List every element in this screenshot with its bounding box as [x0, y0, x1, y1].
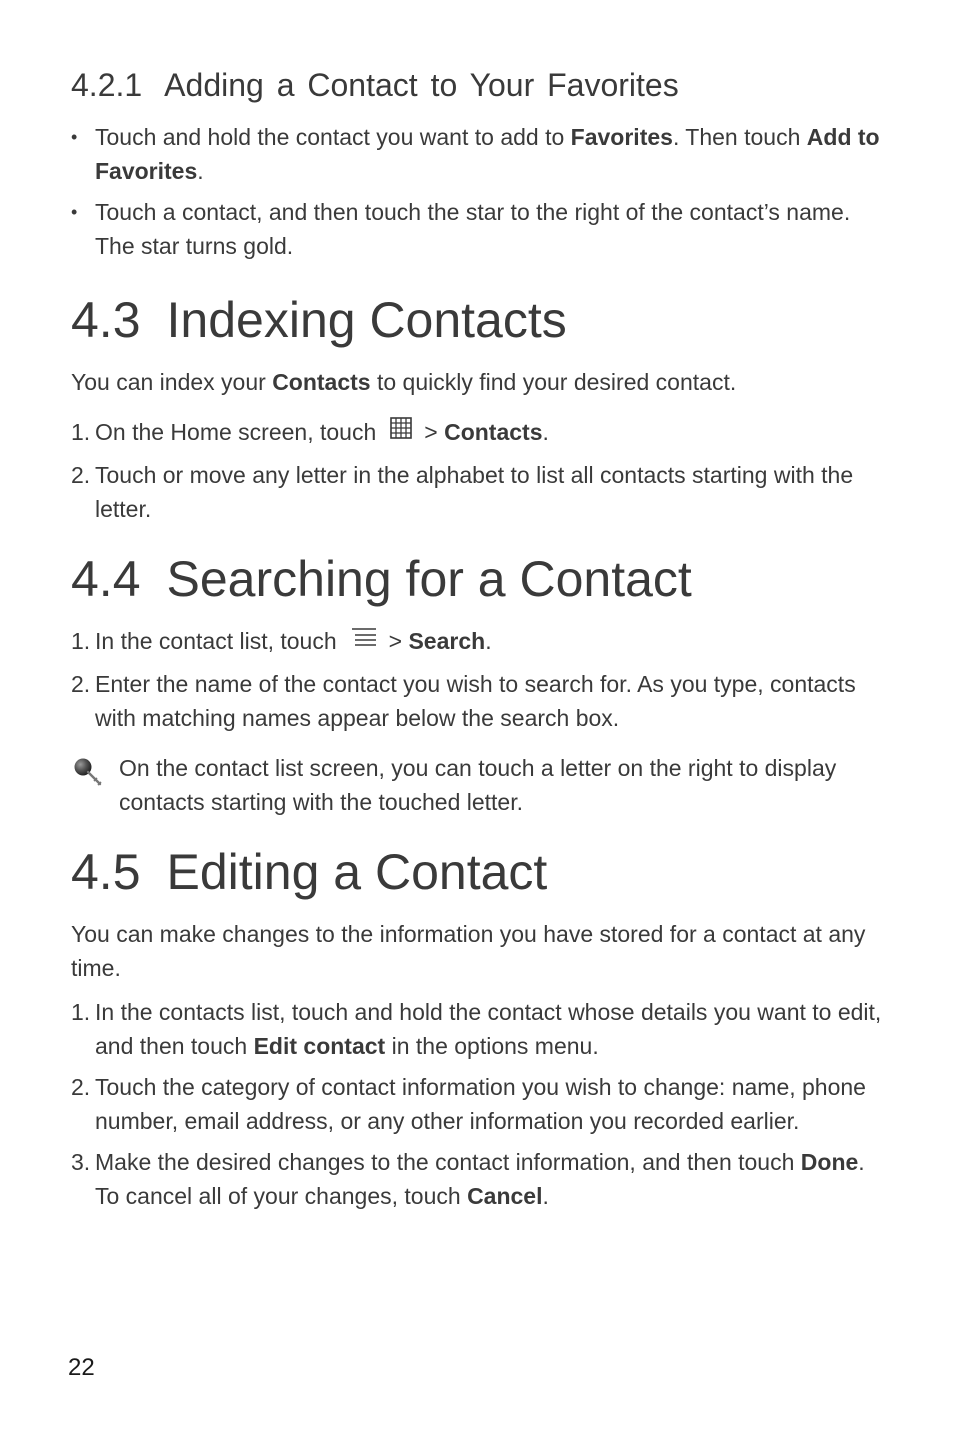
step-number: 1. — [71, 998, 91, 1025]
list-item — [71, 1145, 883, 1213]
step-number: 3. — [71, 1148, 91, 1175]
step-number: 2. — [71, 1073, 91, 1100]
subsection-title: Adding a Contact to Your Favorites — [164, 67, 679, 103]
section-intro: You can make changes to the information you have stored for a contact at any time. — [71, 920, 866, 981]
text-run: Touch or move any letter in the alphabet to list all contacts starting with the letter. — [95, 461, 854, 522]
list-item — [71, 1070, 883, 1138]
text-run: Touch the category of contact information you wish to change: name, phone number, email address, or any other information you recorded earlier. — [95, 1073, 866, 1134]
text-run: Touch and hold the contact you want to add to — [95, 124, 571, 150]
ui-term: Cancel — [467, 1182, 543, 1209]
text-run: You can index your — [71, 369, 273, 395]
text-run: On the Home screen, touch — [95, 419, 377, 445]
tip-note — [71, 751, 883, 819]
subsection-heading-4-2-1 — [71, 62, 883, 108]
section-title: Indexing Contacts — [166, 292, 567, 348]
section-heading-4-3 — [71, 289, 883, 351]
ui-term: Contacts — [272, 369, 371, 395]
section-heading-4-5 — [71, 841, 883, 903]
section-number: 4.3 — [71, 292, 141, 348]
section-number: 4.5 — [71, 843, 141, 900]
step-number: 2. — [71, 461, 91, 488]
text-run: Touch a contact, and then touch the star to the right of the contact’s name. The star turns gold. — [95, 199, 851, 259]
text-run: > — [424, 419, 445, 445]
bullet-mark: • — [71, 127, 78, 147]
text-run: . — [542, 1182, 549, 1209]
ui-term: Add to Favorites — [95, 124, 880, 184]
bullet-mark: • — [71, 202, 78, 222]
text-run: . — [485, 627, 492, 654]
list-item — [71, 415, 883, 451]
step-number: 2. — [71, 670, 91, 697]
list-item — [71, 195, 883, 263]
text-run: in the options menu. — [385, 1032, 599, 1059]
list-item — [71, 667, 883, 735]
menu-icon — [351, 623, 377, 657]
ui-term: Contacts — [444, 419, 543, 445]
section-heading-4-4 — [71, 548, 883, 610]
tip-text: On the contact list screen, you can touch a letter on the right to display contacts starting with the touched letter. — [119, 754, 837, 815]
step-number: 1. — [71, 419, 91, 445]
text-run: > — [388, 627, 409, 654]
ui-term: Done — [800, 1148, 859, 1175]
page-number: 22 — [68, 1354, 95, 1381]
searching-steps — [71, 624, 883, 735]
text-run: In the contacts list, touch and hold the contact whose details you want to edit, and then touch — [95, 998, 882, 1059]
tip-icon — [73, 757, 105, 798]
ui-term: Edit contact — [253, 1032, 386, 1059]
list-item — [71, 120, 883, 188]
text-run: . Then touch — [672, 124, 807, 150]
list-item — [71, 995, 883, 1063]
text-run: In the contact list, touch — [95, 627, 337, 654]
text-run: . To cancel all of your changes, touch — [95, 1148, 865, 1209]
section-number: 4.4 — [71, 550, 141, 607]
step-number: 1. — [71, 627, 91, 654]
section-intro — [71, 365, 883, 399]
editing-steps — [71, 995, 883, 1213]
section-title: Searching for a Contact — [166, 550, 692, 607]
app-grid-icon — [390, 414, 412, 448]
text-run: Enter the name of the contact you wish to search for. As you type, contacts with matching names appear below the search box. — [95, 670, 856, 731]
indexing-steps — [71, 415, 883, 526]
subsection-number: 4.2.1 — [71, 67, 143, 103]
text-run: to quickly find your desired contact. — [370, 369, 737, 395]
ui-term: Search — [408, 627, 486, 654]
text-run: Make the desired changes to the contact information, and then touch — [95, 1148, 801, 1175]
favorites-bullet-list — [71, 120, 883, 263]
list-item — [71, 624, 883, 660]
section-title: Editing a Contact — [166, 843, 548, 900]
text-run: . — [542, 419, 549, 445]
text-run: . — [197, 158, 204, 184]
page-content — [71, 62, 883, 1220]
list-item — [71, 458, 883, 526]
ui-term: Favorites — [570, 124, 673, 150]
